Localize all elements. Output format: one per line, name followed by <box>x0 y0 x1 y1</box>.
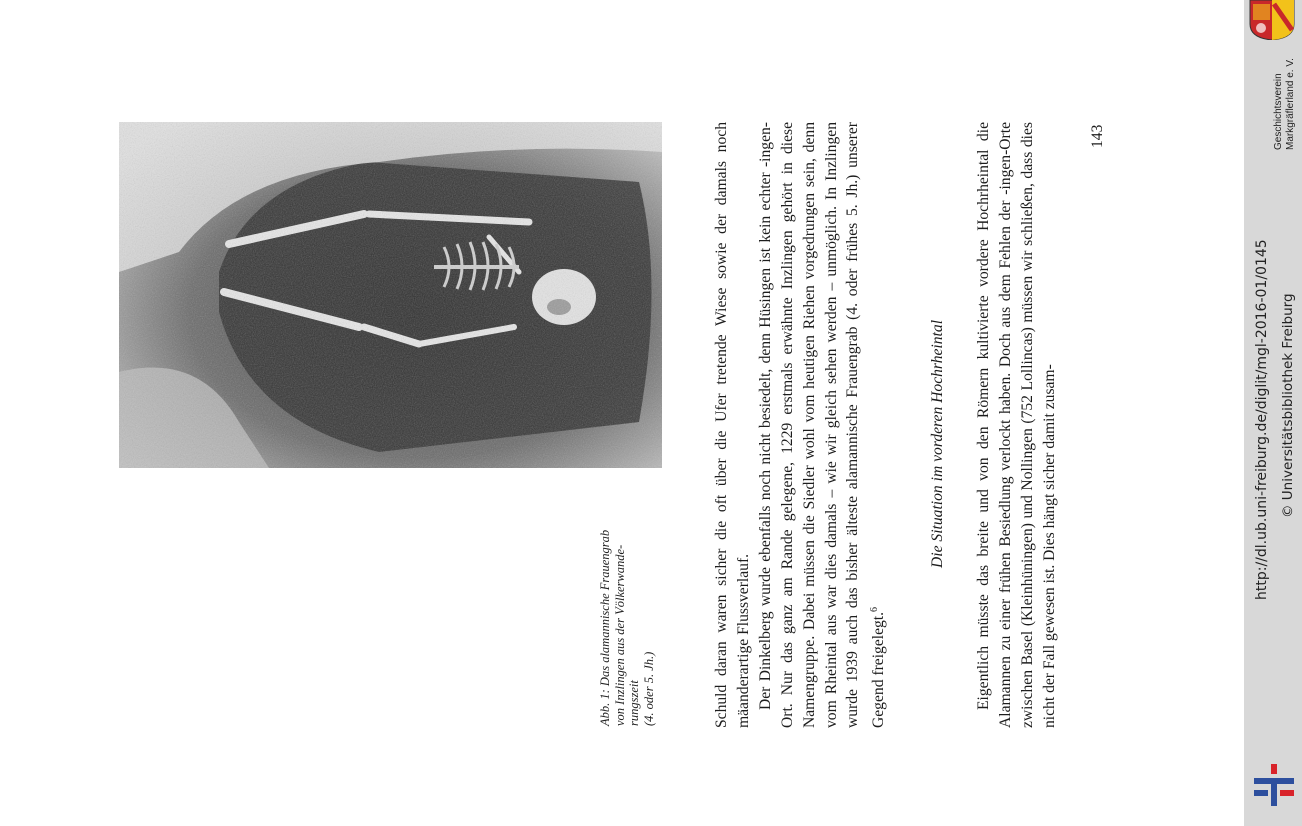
sidebar-copyright: © Universitätsbibliothek Freiburg <box>1280 293 1296 518</box>
figure-caption <box>598 486 656 726</box>
paragraph: Schuld daran waren sicher die oft über die Ufer tretende Wiese sowie der damals noch mäanderartige Flussverlauf. <box>713 122 752 728</box>
caption-line: von Inzlingen aus der Völkerwande- <box>612 544 627 726</box>
sidebar-url-link[interactable]: http://dl.ub.uni-freiburg.de/diglit/mgl-2016-01/0145 <box>1254 239 1270 600</box>
org-name-line: Geschichtsverein <box>1273 73 1284 150</box>
ub-freiburg-logo-icon <box>1252 762 1296 808</box>
paragraph: Eigentlich müsste das breite und von den Römern kultivierte vordere Hochrheintal die Alamannen zu einer frühen Besiedlung verlockt haben. Doch aus dem Fehlen der -ingen-Orte zwischen Basel (Kleinhüningen) und Nollingen (752 Lollincas) müssen wir schließen, dass dies nicht der Fall gewesen ist. Dies hängt sicher damit zusam- <box>975 122 1058 728</box>
page-number: 143 <box>1089 124 1106 148</box>
section-heading: Die Situation im vorderen Hochrheintal <box>929 319 946 568</box>
paragraph-text: Der Dinkelberg wurde ebenfalls noch nicht besiedelt, denn Hüsingen ist kein echter -ingen-Ort. Nur das ganz am Rande gelegene, 1229 erstmals erwähnte Inzlingen gehört in diese Namengruppe. Dabei müssen die Siedler wohl vom heutigen Riehen vorgedrungen sein, denn vom Rheintal aus war dies damals – wie wir gleich sehen werden – unmöglich. In Inzlingen wurde 1939 auch das bisher älteste alamannische Frauengrab (4. oder frühes 5. Jh.) unserer Gegend freigelegt. <box>756 122 888 728</box>
text-block-2 <box>973 122 1061 728</box>
org-name-line: Markgräflerland e. V. <box>1285 58 1296 150</box>
footnote-ref: 6 <box>869 606 881 612</box>
caption-line: Abb. 1: Das alamannische Frauengrab <box>598 529 612 726</box>
text-block-1 <box>711 122 890 728</box>
caption-line: (4. oder 5. Jh.) <box>641 651 656 726</box>
caption-line: rungszeit <box>627 680 641 726</box>
paragraph <box>755 122 891 728</box>
grave-photo <box>119 122 662 468</box>
